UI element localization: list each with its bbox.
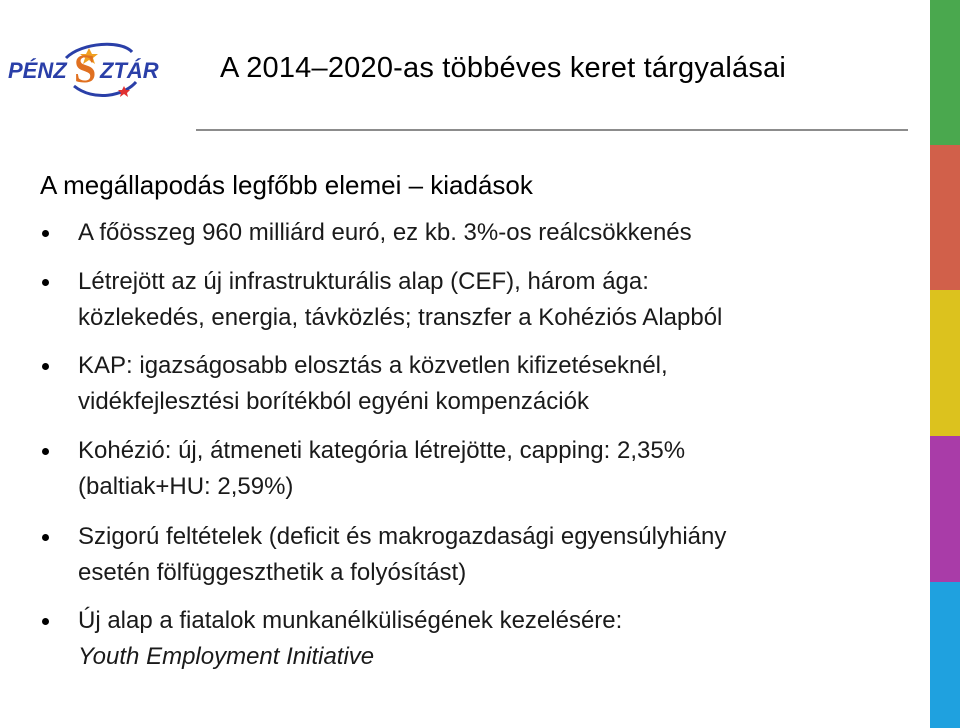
- bullet-line: Új alap a fiatalok munkanélküliségének kezelésére:: [78, 607, 623, 634]
- bullet-item: [40, 348, 890, 420]
- bullet-item: [40, 433, 890, 505]
- bullet-line: Szigorú feltételek (deficit és makrogazdasági egyensúlyhiány: [78, 523, 727, 550]
- bullet-icon: [42, 534, 49, 541]
- stripe-purple: [930, 436, 960, 582]
- bullet-line: vidékfejlesztési borítékból egyéni kompenzációk: [78, 388, 589, 415]
- bullet-icon: [42, 448, 49, 455]
- bullet-line: közlekedés, energia, távközlés; transzfer a Kohéziós Alapból: [78, 304, 723, 331]
- bullet-item: [40, 264, 890, 336]
- slide-title: A 2014–2020-as többéves keret tárgyalásai: [220, 52, 787, 84]
- bullet-line-italic: Youth Employment Initiative: [78, 643, 375, 670]
- bullet-icon: [42, 279, 49, 286]
- penzsztar-logo: [4, 38, 194, 100]
- bullet-item: [40, 519, 890, 591]
- bullet-line: esetén fölfüggeszthetik a folyósítást): [78, 559, 467, 586]
- stripe-red: [930, 145, 960, 290]
- bullet-line: A főösszeg 960 milliárd euró, ez kb. 3%-os reálcsökkenés: [78, 219, 692, 246]
- svg-text:PÉNZ: PÉNZ: [8, 58, 67, 83]
- svg-text:ZTÁR: ZTÁR: [100, 58, 159, 83]
- stripe-blue: [930, 582, 960, 728]
- section-heading: A megállapodás legfőbb elemei – kiadások: [40, 170, 533, 200]
- bullet-line: (baltiak+HU: 2,59%): [78, 473, 294, 500]
- title-divider: [196, 129, 908, 131]
- bullet-item: [40, 603, 890, 675]
- bullet-icon: [42, 230, 49, 237]
- bullet-icon: [42, 363, 49, 370]
- bullet-item: [40, 215, 890, 251]
- bullet-line: KAP: igazságosabb elosztás a közvetlen kifizetéseknél,: [78, 352, 668, 379]
- bullet-line: Kohézió: új, átmeneti kategória létrejötte, capping: 2,35%: [78, 437, 686, 464]
- color-stripes: [930, 0, 960, 728]
- stripe-yellow: [930, 290, 960, 436]
- svg-text:S: S: [74, 46, 97, 91]
- bullet-line: Létrejött az új infrastrukturális alap (CEF), három ága:: [78, 268, 649, 295]
- stripe-green: [930, 0, 960, 145]
- bullet-icon: [42, 618, 49, 625]
